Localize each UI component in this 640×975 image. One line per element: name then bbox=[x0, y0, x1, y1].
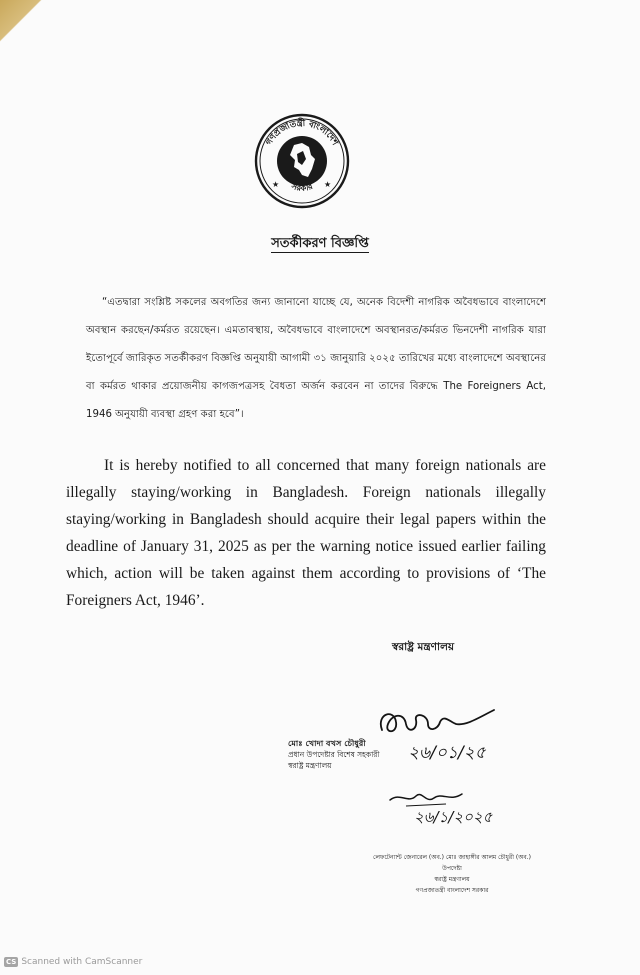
english-notice-paragraph: It is hereby notified to all concerned that many foreign nationals are illegally staying/working in Bangladesh. Foreign nationals illegally staying/working in Bangladesh should acquire their legal papers within the deadline of January 31, 2025 as per the warning notice issued earlier failing which, action will be taken against them according to provisions of ‘The Foreigners Act, 1946’. bbox=[66, 457, 546, 609]
signatory-office: স্বরাষ্ট্র মন্ত্রণালয় bbox=[288, 761, 332, 770]
signatory-name: মোঃ খোদা বখস চৌধুরী bbox=[288, 738, 366, 748]
government-seal-icon bbox=[254, 113, 350, 209]
scanner-watermark bbox=[4, 957, 142, 967]
second-signatory-line3: স্বরাষ্ট্র মন্ত্রণালয় bbox=[434, 876, 470, 883]
second-signatory-line1: লেফটেন্যান্ট জেনারেল (অব.) মোঃ জাহাঙ্গীর আলম চৌধুরী (অব.) bbox=[373, 854, 531, 861]
camscanner-logo-icon: CS bbox=[6, 958, 17, 966]
seal-star-icon: ★ bbox=[324, 180, 332, 189]
notice-title: সতর্কীকরণ বিজ্ঞপ্তি bbox=[271, 236, 369, 251]
second-signature-block bbox=[352, 852, 552, 896]
second-signatory-line2: উপদেষ্টা bbox=[442, 865, 462, 872]
seal-bottom-text: সরকার bbox=[290, 180, 314, 193]
second-signature-date: ২৬/১/২০২৫ bbox=[414, 808, 493, 826]
signature-block bbox=[288, 738, 448, 771]
watermark-text: Scanned with CamScanner bbox=[21, 957, 143, 967]
second-signatory-line4: গণপ্রজাতন্ত্রী বাংলাদেশ সরকার bbox=[415, 887, 489, 894]
bengali-notice-paragraph: “এতদ্বারা সংশ্লিষ্ট সকলের অবগতির জন্য জানানো যাচ্ছে যে, অনেক বিদেশী নাগরিক অবৈধভাবে বাংলাদেশে অবস্থান করছেন/কর্মরত রয়েছেন। এমতাবস্থায়, অবৈধভাবে বাংলাদেশে অবস্থানরত/কর্মরত ভিনদেশী নাগরিক যারা ইতোপূর্বে জারিকৃত সতর্কীকরণ বিজ্ঞপ্তি অনুযায়ী আগামী ৩১ জানুয়ারি ২০২৫ তারিখের মধ্যে বাংলাদেশে অবস্থানের বা কর্মরত থাকার প্রয়োজনীয় কাগজপত্রসহ বৈধতা অর্জন করবেন না তাদের বিরুদ্ধে The Foreigners Act, 1946 অনুযায়ী ব্যবস্থা গ্রহণ করা হবে”। bbox=[86, 297, 546, 420]
signature-date: ২৬/০১/২৫ bbox=[408, 743, 486, 763]
seal-star-icon: ★ bbox=[272, 180, 280, 189]
seal-top-text: গণপ্রজাতন্ত্রী বাংলাদেশ bbox=[264, 118, 340, 148]
signatory-designation: প্রধান উপদেষ্টার বিশেষ সহকারী bbox=[288, 750, 380, 759]
page-corner-fold bbox=[0, 0, 42, 42]
ministry-name: স্বরাষ্ট্র মন্ত্রণালয় bbox=[392, 641, 455, 653]
